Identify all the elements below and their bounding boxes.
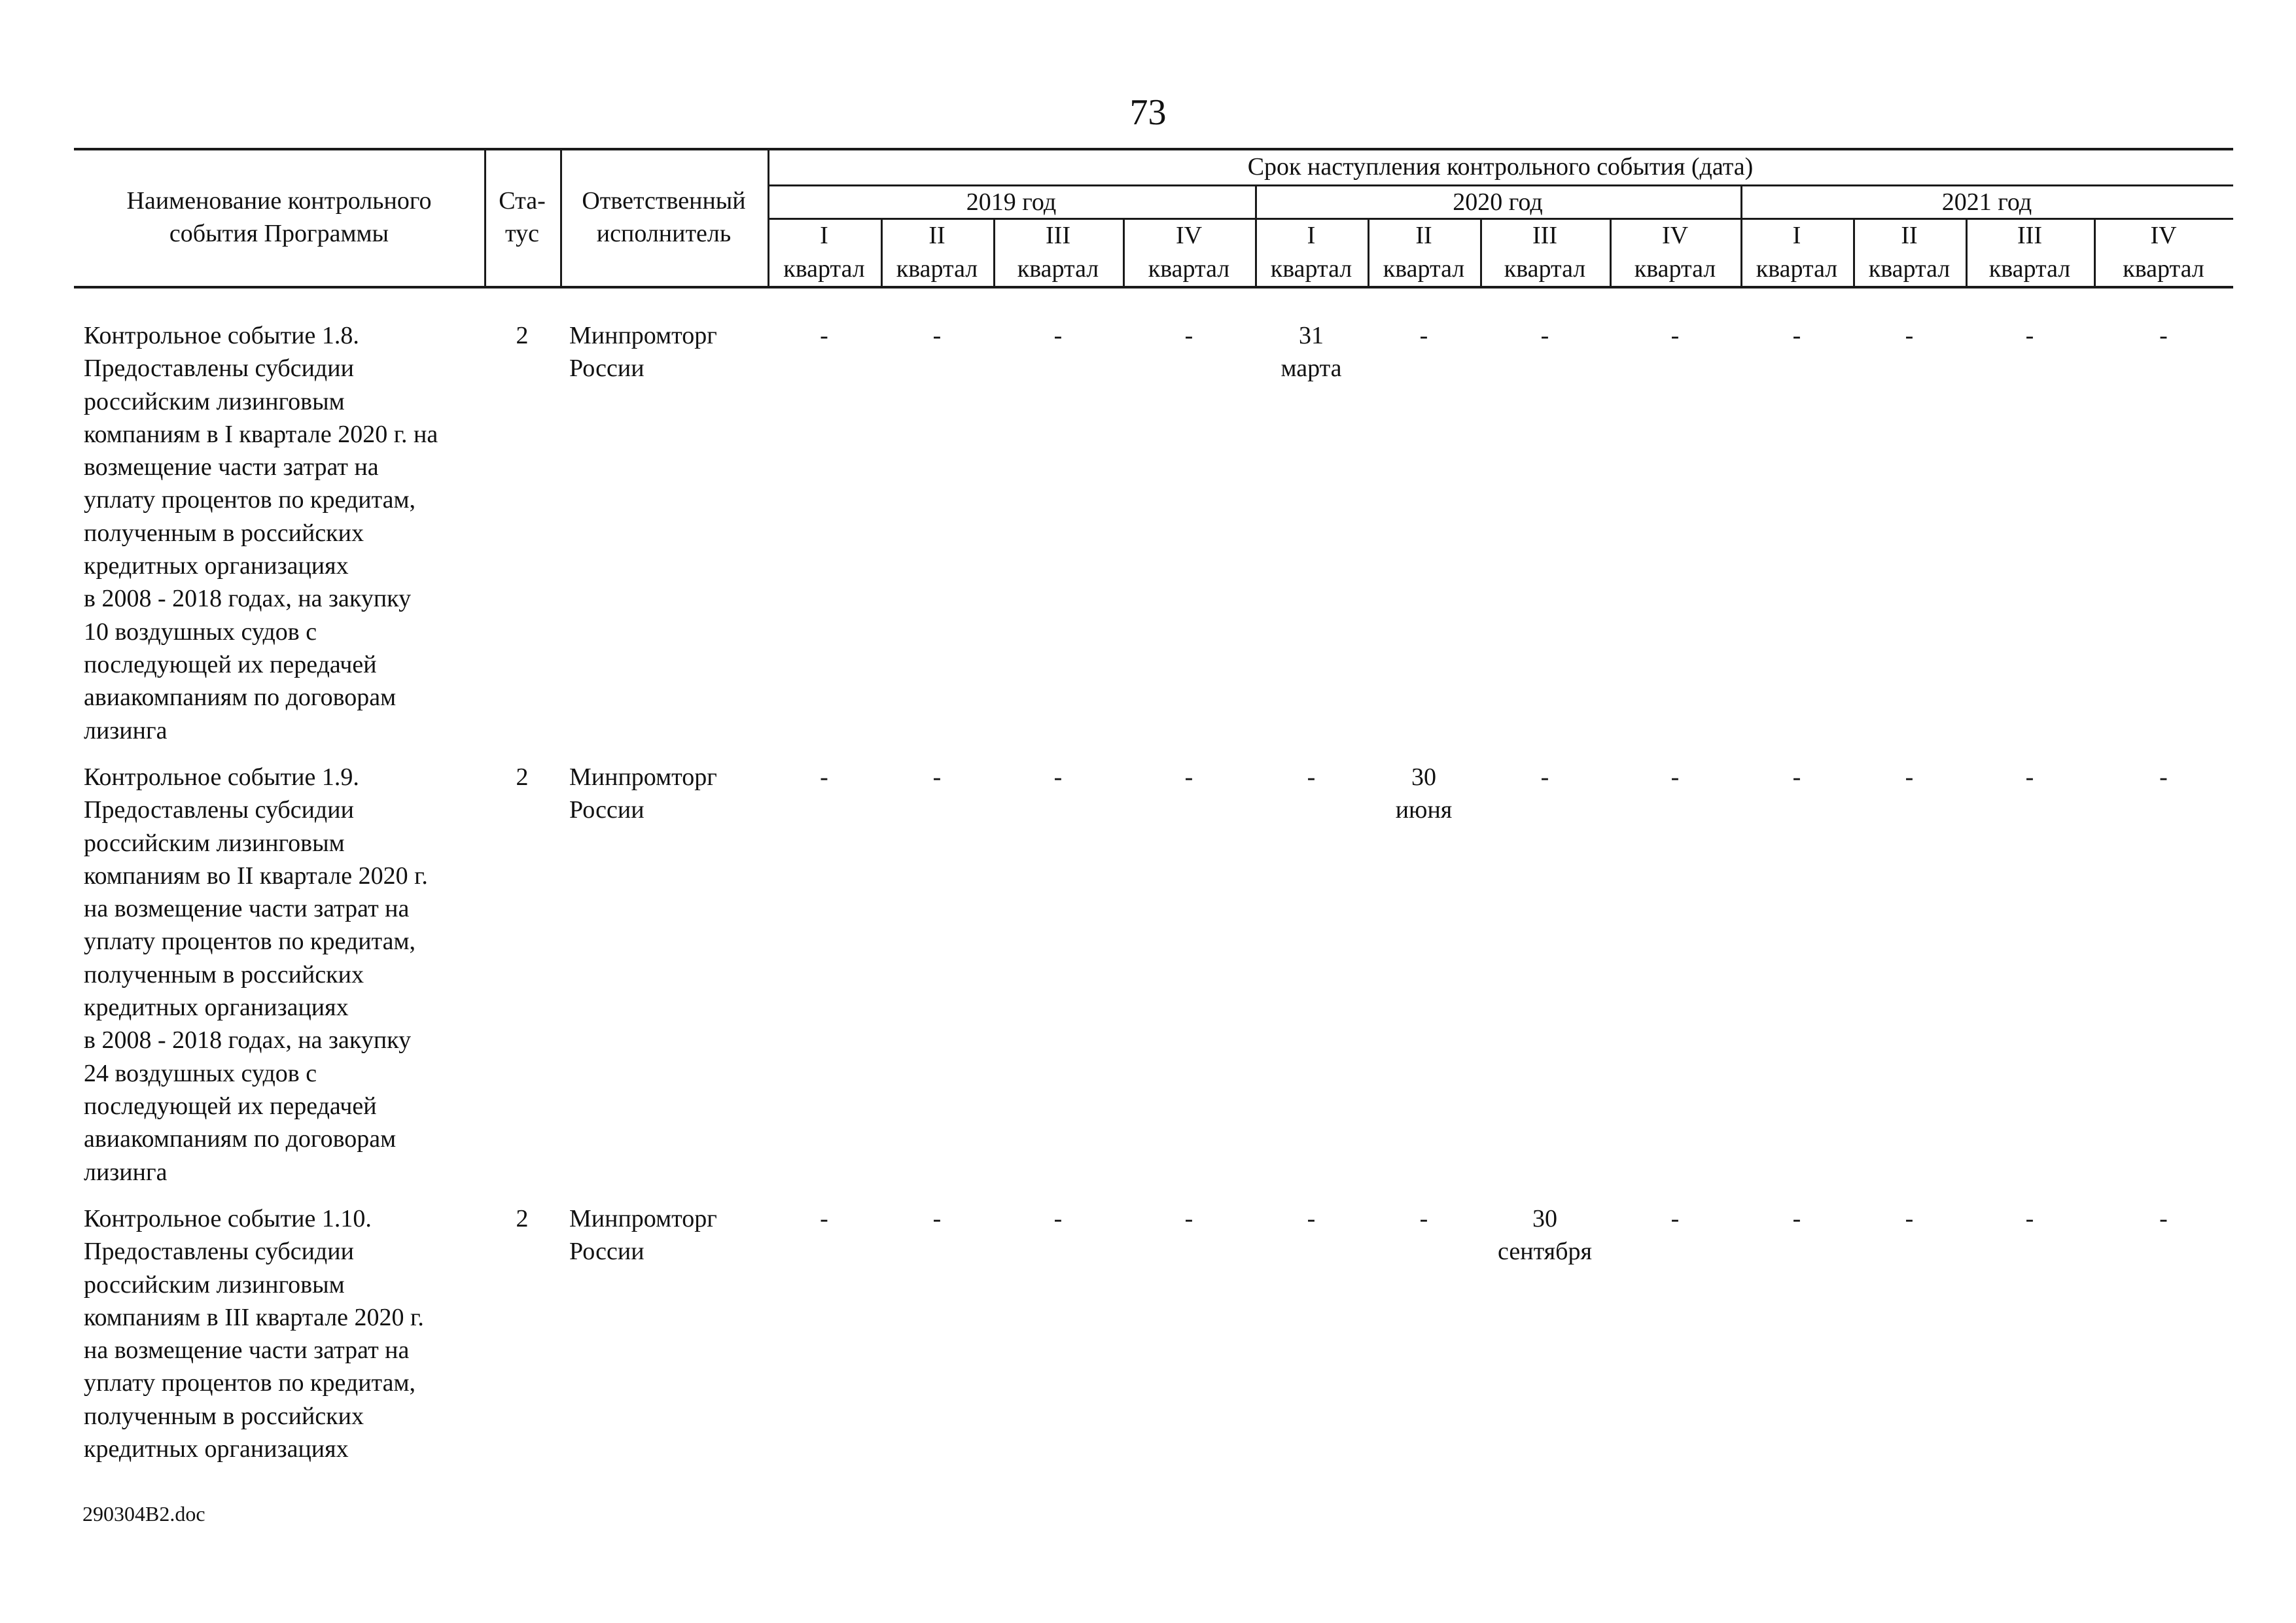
header-quarter-word: квартал <box>1148 255 1230 283</box>
header-year: 2019 год <box>966 188 1057 216</box>
header-quarter: IV <box>2150 222 2177 249</box>
header-quarter: I <box>820 222 828 249</box>
quarter-date-cell: - <box>2025 1205 2034 1232</box>
header-bottom-rule <box>74 286 2233 288</box>
quarter-date-cell: - <box>1307 1205 1316 1232</box>
quarter-date-cell: - <box>2025 763 2034 791</box>
quarter-date-cell: - <box>1670 1205 1680 1232</box>
quarter-date-cell: - <box>1792 763 1801 791</box>
header-quarter-word: квартал <box>1868 255 1951 283</box>
quarter-date-cell: - <box>932 763 942 791</box>
event-status: 2 <box>516 322 529 349</box>
header-quarter-word: квартал <box>1634 255 1716 283</box>
header-quarter: III <box>1046 222 1070 249</box>
quarter-date-cell: 30 сентября <box>1498 1205 1592 1265</box>
quarter-date-cell: - <box>820 1205 828 1232</box>
quarter-date-cell: - <box>932 322 942 349</box>
event-name: Контрольное событие 1.8. Предоставлены субсидии российским лизинговым компаниям в I квартале 2020 г. на возмещение части затрат на уплату процентов по кредитам, полученным в российских кредитных организациях в 2008 - 2018 годах, на закупку 10 воздушных судов с последующей их передачей авиакомпаниям по договорам лизинга <box>84 322 438 744</box>
quarter-date-cell: - <box>820 322 828 349</box>
quarter-date-cell: - <box>1792 1205 1801 1232</box>
event-executor: Минпромторг России <box>569 1205 717 1266</box>
header-quarter-word: квартал <box>1988 255 2071 283</box>
header-quarter: III <box>1532 222 1557 249</box>
footer-filename: 290304B2.doc <box>82 1502 205 1526</box>
quarter-date-cell: - <box>1540 322 1549 349</box>
event-executor: Минпромторг России <box>569 322 717 383</box>
quarter-date-cell: - <box>820 763 828 791</box>
header-quarter: IV <box>1661 222 1689 249</box>
quarter-date-cell: - <box>1184 322 1193 349</box>
quarter-date-cell: - <box>1540 763 1549 791</box>
header-year: 2021 год <box>1941 188 2032 216</box>
header-quarter-word: квартал <box>1504 255 1586 283</box>
quarter-date-cell: - <box>1905 763 1914 791</box>
event-status: 2 <box>516 1205 529 1232</box>
quarter-date-cell: - <box>1053 322 1063 349</box>
quarter-date-cell: - <box>2159 1205 2168 1232</box>
quarter-date-cell: - <box>1419 1205 1428 1232</box>
header-quarter-word: квартал <box>1756 255 1838 283</box>
header-quarter-word: квартал <box>1383 255 1465 283</box>
quarter-date-cell: 31 марта <box>1280 322 1342 382</box>
header-quarter: II <box>1415 222 1432 249</box>
header-quarter: IV <box>1175 222 1203 249</box>
quarter-date-cell: - <box>1670 322 1680 349</box>
header-quarter-word: квартал <box>1017 255 1099 283</box>
header-quarter-word: квартал <box>1270 255 1352 283</box>
header-executor-col: Ответственный исполнитель <box>582 187 746 247</box>
header-name-col: Наименование контрольного события Программы <box>126 187 432 247</box>
event-status: 2 <box>516 763 529 791</box>
header-quarter: III <box>2017 222 2042 249</box>
header-status-col: Ста- тус <box>499 187 546 247</box>
quarter-date-cell: - <box>1905 322 1914 349</box>
header-deadline-title: Срок наступления контрольного события (дата) <box>1247 153 1754 181</box>
header-quarter: II <box>928 222 945 249</box>
quarter-date-cell: - <box>1670 763 1680 791</box>
quarter-date-cell: - <box>1184 1205 1193 1232</box>
quarter-date-cell: - <box>2159 322 2168 349</box>
quarter-date-cell: - <box>2159 763 2168 791</box>
quarter-date-cell: - <box>1792 322 1801 349</box>
quarter-date-cell: - <box>1307 763 1316 791</box>
quarter-date-cell: - <box>1905 1205 1914 1232</box>
quarter-date-cell: 30 июня <box>1395 763 1453 824</box>
event-executor: Минпромторг России <box>569 763 717 824</box>
quarter-date-cell: - <box>1419 322 1428 349</box>
event-name: Контрольное событие 1.9. Предоставлены субсидии российским лизинговым компаниям во II квартале 2020 г. на возмещение части затрат на уплату процентов по кредитам, полученным в российских кредитных организациях в 2008 - 2018 годах, на закупку 24 воздушных судов с последующей их передачей авиакомпаниям по договорам лизинга <box>84 763 428 1186</box>
header-year: 2020 год <box>1453 188 1543 216</box>
page-number: 73 <box>1129 92 1167 133</box>
header-quarter: I <box>1307 222 1316 249</box>
header-quarter-word: квартал <box>896 255 978 283</box>
event-name: Контрольное событие 1.10. Предоставлены субсидии российским лизинговым компаниям в III квартале 2020 г. на возмещение части затрат на уплату процентов по кредитам, полученным в российских кредитных организациях <box>84 1205 424 1463</box>
header-quarter-word: квартал <box>783 255 865 283</box>
header-quarter: I <box>1792 222 1801 249</box>
quarter-date-cell: - <box>2025 322 2034 349</box>
quarter-date-cell: - <box>1053 1205 1063 1232</box>
quarter-date-cell: - <box>932 1205 942 1232</box>
quarter-date-cell: - <box>1184 763 1193 791</box>
header-quarter: II <box>1901 222 1918 249</box>
quarter-date-cell: - <box>1053 763 1063 791</box>
header-quarter-word: квартал <box>2123 255 2204 283</box>
